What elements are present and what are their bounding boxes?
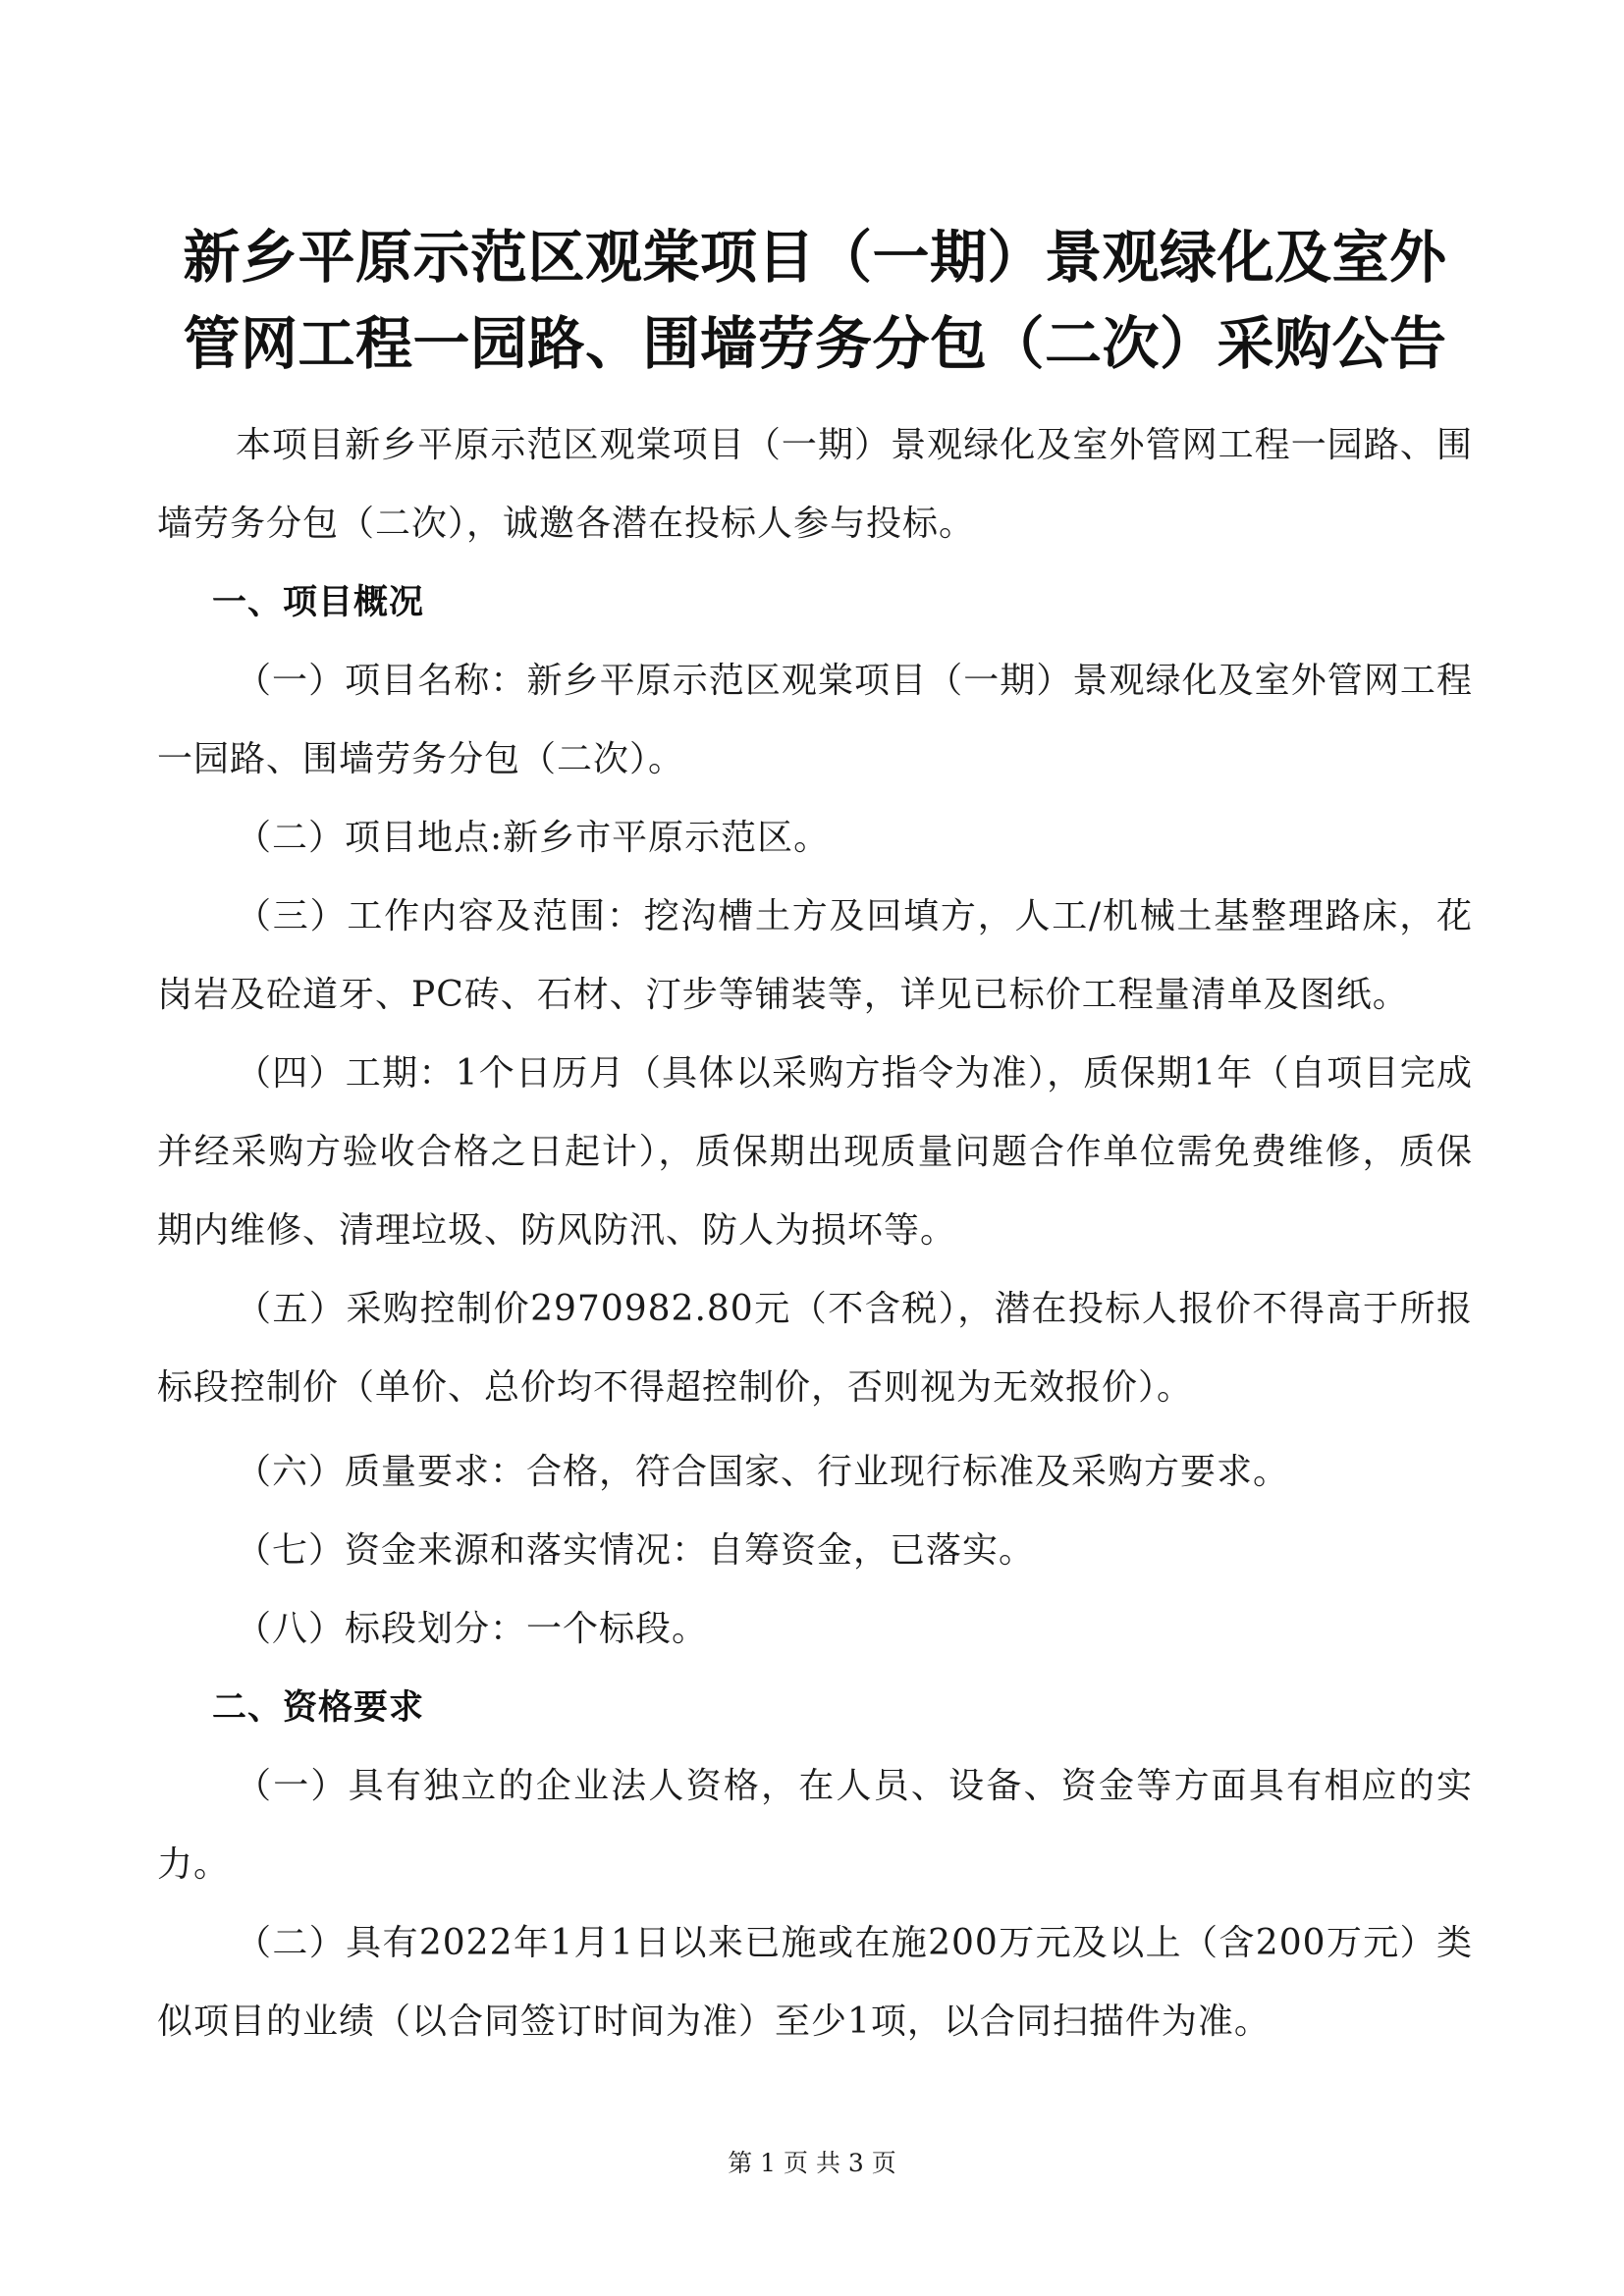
intro-paragraph: 本项目新乡平原示范区观棠项目（一期）景观绿化及室外管网工程一园路、围墙劳务分包（二次），诚邀各潜在投标人参与投标。 bbox=[157, 425, 1473, 544]
title-line-2: 管网工程一园路、围墙劳务分包（二次）采购公告 bbox=[183, 310, 1447, 377]
item-funding-source: （七）资金来源和落实情况：自筹资金，已落实。 bbox=[236, 1530, 1036, 1571]
item-experience: （二）具有2022年1月1日以来已施或在施200万元及以上（含200万元）类似项目的业绩（以合同签订时间为准）至少1项，以合同扫描件为准。 bbox=[157, 1923, 1473, 2042]
section-heading-qualifications: 二、资格要求 bbox=[212, 1688, 425, 1728]
item-duration: （四）工期：1个日历月（具体以采购方指令为准），质保期1年（自项目完成并经采购方验收合格之日起计），质保期出现质量问题合作单位需免费维修，质保期内维修、清理垃圾、防风防汛、防人为损坏等。 bbox=[157, 1053, 1473, 1251]
item-project-location: （二）项目地点:新乡市平原示范区。 bbox=[236, 818, 831, 858]
page-footer: 第 1 页 共 3 页 bbox=[728, 2149, 896, 2177]
item-lot-division: （八）标段划分：一个标段。 bbox=[236, 1609, 709, 1649]
item-control-price: （五）采购控制价2970982.80元（不含税），潜在投标人报价不得高于所报标段控制价（单价、总价均不得超控制价，否则视为无效报价）。 bbox=[157, 1289, 1473, 1408]
title-line-1: 新乡平原示范区观棠项目（一期）景观绿化及室外 bbox=[183, 224, 1447, 291]
section-heading-project-overview: 一、项目概况 bbox=[212, 583, 425, 622]
item-quality-requirement: （六）质量要求：合格，符合国家、行业现行标准及采购方要求。 bbox=[236, 1452, 1290, 1492]
item-work-scope: （三）工作内容及范围：挖沟槽土方及回填方，人工/机械土基整理路床，花岗岩及砼道牙、PC砖、石材、汀步等铺装等，详见已标价工程量清单及图纸。 bbox=[157, 896, 1473, 1015]
item-legal-entity: （一）具有独立的企业法人资格，在人员、设备、资金等方面具有相应的实力。 bbox=[157, 1766, 1473, 1885]
document-body bbox=[157, 406, 1473, 2061]
document-title bbox=[157, 214, 1473, 387]
item-project-name: （一）项目名称：新乡平原示范区观棠项目（一期）景观绿化及室外管网工程一园路、围墙劳务分包（二次）。 bbox=[157, 661, 1473, 779]
